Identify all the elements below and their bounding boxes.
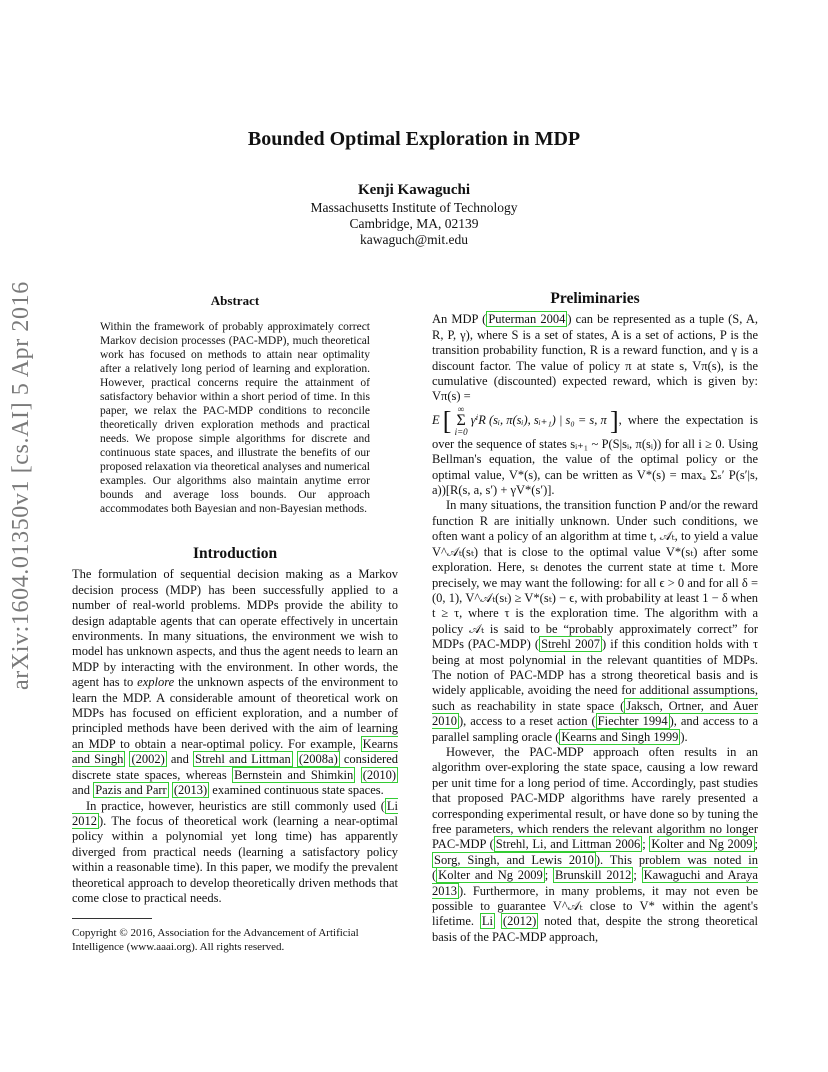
footnote-divider bbox=[72, 918, 152, 919]
prelim-paragraph-3 bbox=[432, 745, 758, 945]
citation-link[interactable]: (2010) bbox=[362, 767, 397, 782]
citation-link[interactable]: Kearns and Singh 1999 bbox=[561, 729, 679, 744]
citation-link[interactable]: Puterman 2004 bbox=[488, 312, 566, 327]
prelim-text: ). bbox=[680, 729, 688, 744]
intro-text: ). The focus of theoretical work (learning a near-optimal policy within a polynomial yet long time) has apparently diverged from practical needs (learning a satisfactory policy within a reasonable time). In this paper, we modify the prevalent theoretical approach to develop theoretically driven methods that come close to practical needs. bbox=[72, 813, 398, 905]
prelim-paragraph-1 bbox=[432, 312, 758, 498]
prelim-text: ), access to a reset action ( bbox=[459, 714, 596, 729]
prelim-text: ; bbox=[544, 868, 554, 883]
citation-link[interactable]: Sorg, Singh, and Lewis 2010 bbox=[434, 852, 594, 867]
introduction-section bbox=[72, 546, 398, 906]
citation-link[interactable]: Pazis and Parr bbox=[95, 783, 167, 798]
sum-symbol: Σ bbox=[456, 411, 466, 429]
intro-text: the unknown aspects of the environment to learn the MDP. A considerable amount of theoretical work on MDPs has focused on efficient exploration, and a number of principled methods have been derived with the aim of learning an MDP to obtain a near-optimal policy. For example, bbox=[72, 675, 398, 751]
author-affiliation: Massachusetts Institute of Technology bbox=[310, 200, 518, 215]
citation-link[interactable]: Jaksch, Ortner, and Auer 2010 bbox=[432, 698, 759, 729]
intro-text: In practice, however, heuristics are still commonly used ( bbox=[86, 798, 385, 813]
citation-link[interactable]: (2008a) bbox=[298, 752, 338, 767]
prelim-text: ). Furthermore, in many problems, it may not even be possible to guarantee V^𝒜ₜ close to V* within the agent's lifetime. bbox=[432, 883, 758, 929]
intro-text: The formulation of sequential decision making as a Markov decision process (MDP) has been successfully applied to a number of real-world problems. MDPs provide the ability to design adaptable agents that can operate effectively in uncertain environments. In many situations, the environment we wish to model has unknown aspects, and thus the agent needs to learn an MDP by interacting with the environment. In other words, the agent has to bbox=[72, 567, 398, 690]
citation-link[interactable]: Fiechter 1994 bbox=[597, 714, 668, 729]
prelim-text: , where the expectation is over the sequence of states sᵢ₊₁ ~ P(S|sᵢ, π(sᵢ)) for all i ≥ 0. Using Bellman's equation, the value of the optimal policy or the optimal value, V*(s), can be written as V*(s) = maxₐ Σₛ′ P(s′|s, a))[R(s, a, s′) + γV*(s′)]. bbox=[432, 412, 758, 498]
citation-link[interactable]: Kearns and Singh bbox=[72, 736, 398, 767]
citation-link[interactable]: (2002) bbox=[131, 752, 165, 767]
prelim-text: noted that, despite the strong theoretical basis of the PAC-MDP approach, bbox=[432, 914, 758, 944]
intro-emphasis: explore bbox=[137, 675, 175, 690]
citation-link[interactable]: Li 2012 bbox=[72, 798, 398, 828]
author-name: Kenji Kawaguchi bbox=[357, 182, 471, 198]
prelim-text: However, the PAC-MDP approach often results in an algorithm over-exploring the state space, causing a low reward per unit time for a long period of time. Accordingly, past studies that proposed PAC-MDP algorithms have rarely presented a corresponding experimental result, or have done so by tuning the free parameters, which renders the relevant algorithm no longer PAC-MDP ( bbox=[432, 744, 758, 852]
intro-text: and bbox=[166, 752, 194, 767]
prelim-text: ) can be represented as a tuple (S, A, R, P, γ), where S is a set of states, A is a set of actions, P is the transition probability function, R is a reward function, and γ is a discount factor. The value of policy π at state s, Vπ(s), is the cumulative (discounted) expected reward, which is given by: Vπ(s) = bbox=[432, 312, 758, 404]
abstract-heading: Abstract bbox=[210, 293, 260, 308]
abstract-text: Within the framework of probably approximately correct Markov decision processes (PAC-MDP), much theoretical work has focused on methods to attain near optimality after a relatively long period of learning and exploration. However, practical concerns require the attainment of satisfactory behavior within a short period of time. In this paper, we relax the PAC-MDP conditions to reconcile theoretically driven exploration methods and practical needs. We propose simple algorithms for discrete and continuous state spaces, and illustrate the benefits of our proposed relaxation via theoretical analyses and numerical examples. Our algorithms also maintain anytime error bounds and average loss bounds. Our approach accommodates both Bayesian and non-Bayesian methods. bbox=[100, 321, 370, 515]
citation-link[interactable]: Kolter and Ng 2009 bbox=[438, 868, 543, 883]
expectation-symbol: E bbox=[432, 412, 440, 427]
intro-paragraph-2 bbox=[72, 799, 398, 907]
arxiv-stamp: arXiv:1604.01350v1 [cs.AI] 5 Apr 2016 bbox=[8, 281, 34, 690]
prelim-text: ; bbox=[642, 837, 650, 852]
citation-link[interactable]: Li bbox=[481, 914, 494, 929]
value-formula bbox=[432, 405, 619, 437]
intro-text: and bbox=[72, 783, 94, 798]
paper-title: Bounded Optimal Exploration in MDP bbox=[247, 128, 581, 150]
prelim-paragraph-2 bbox=[432, 498, 758, 745]
copyright-footnote: Copyright © 2016, Association for the Advancement of Artificial Intelligence (www.aaai.org). All rights reserved. bbox=[72, 927, 359, 953]
author-block bbox=[0, 180, 828, 248]
intro-text: examined continuous state spaces. bbox=[209, 783, 384, 798]
sum-upper-limit: ∞ bbox=[457, 403, 465, 414]
author-city: Cambridge, MA, 02139 bbox=[349, 216, 479, 231]
prelim-text: ). This problem was noted in ( bbox=[432, 852, 758, 883]
left-bracket: [ bbox=[442, 406, 452, 436]
preliminaries-section bbox=[432, 291, 758, 945]
right-bracket: ] bbox=[609, 406, 619, 436]
citation-link[interactable]: Brunskill 2012 bbox=[555, 868, 632, 883]
author-email: kawaguch@mit.edu bbox=[359, 232, 469, 247]
citation-link[interactable]: Strehl, Li, and Littman 2006 bbox=[495, 837, 641, 852]
citation-link[interactable]: Bernstein and Shimkin bbox=[234, 767, 354, 782]
citation-link[interactable]: Strehl and Littman bbox=[195, 752, 291, 767]
citation-link[interactable]: Strehl 2007 bbox=[541, 637, 601, 652]
prelim-text: ; bbox=[754, 837, 759, 852]
sum-lower-limit: i=0 bbox=[454, 426, 468, 437]
intro-text: considered discrete state spaces, whereas bbox=[72, 752, 398, 782]
prelim-text: In many situations, the transition function P and/or the reward function R are initially unknown. Under such conditions, we often want a policy of an algorithm at time t, 𝒜ₜ, to yield a value V^𝒜ₜ(sₜ) that is close to the optimal value V*(sₜ) after some exploration. Here, sₜ denotes the current state at time t. More precisely, we may want the following: for all ϵ > 0 and for all δ = (0, 1), V^𝒜ₜ(sₜ) ≥ V*(sₜ) − ϵ, with probability at least 1 − δ when t ≥ τ, where τ is the exploration time. The algorithm with a policy 𝒜ₜ is said to be “probably approximately correct” for MDPs (PAC-MDP) ( bbox=[432, 498, 758, 652]
summation bbox=[455, 405, 468, 437]
introduction-heading: Introduction bbox=[192, 545, 278, 562]
formula-body: γⁱR (sᵢ, π(sᵢ), sᵢ₊₁) | s₀ = s, π bbox=[470, 412, 607, 427]
citation-link[interactable]: (2013) bbox=[173, 783, 208, 798]
prelim-text: ) if this condition holds with τ being at most polynomial in the relevant quantities of MDPs. The notion of PAC-MDP has a strong theoretical basis and is widely applicable, avoiding the need for additional assumptions, such as reachability in state space ( bbox=[432, 637, 758, 713]
citation-link[interactable]: Kolter and Ng 2009 bbox=[651, 837, 753, 852]
preliminaries-heading: Preliminaries bbox=[550, 290, 640, 307]
prelim-text: ; bbox=[633, 868, 642, 883]
intro-paragraph-1 bbox=[72, 567, 398, 798]
citation-link[interactable]: (2012) bbox=[502, 914, 537, 929]
prelim-text: ), and access to a parallel sampling oracle ( bbox=[432, 714, 759, 744]
prelim-text: An MDP ( bbox=[432, 312, 487, 327]
citation-link[interactable]: Kawaguchi and Araya 2013 bbox=[432, 868, 758, 898]
